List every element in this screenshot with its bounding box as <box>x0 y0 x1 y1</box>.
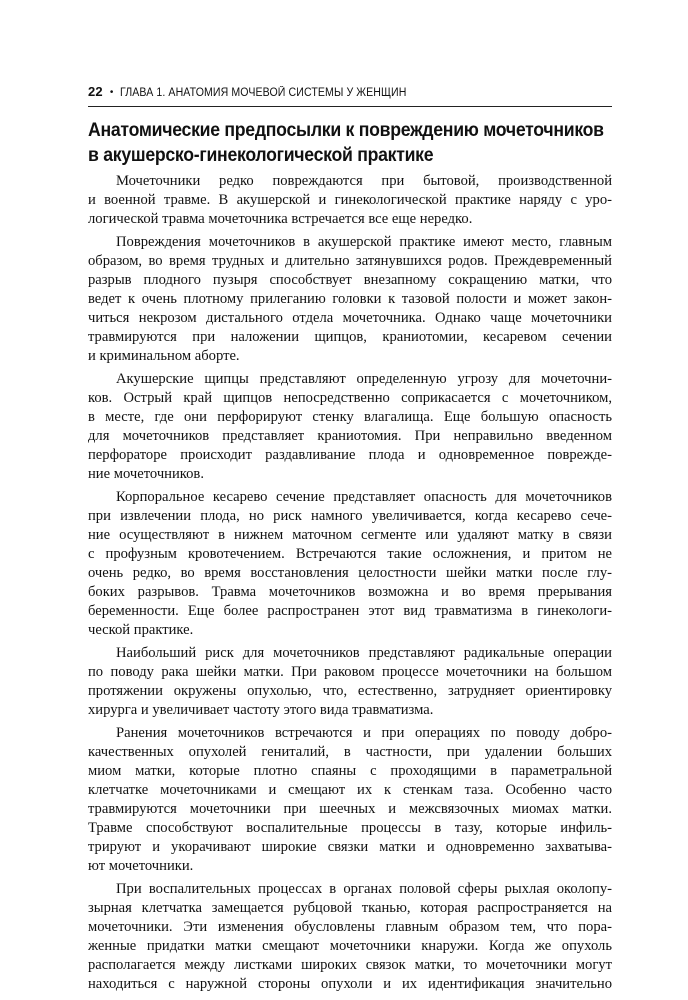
section-title-line: Анатомические предпосылки к повреждению мочеточников <box>88 120 604 141</box>
text-line: с профузным кровотечением. Встречаются такие осложнения, и притом не <box>88 546 612 562</box>
text-line: При воспалительных процессах в органах половой сферы рыхлая околопу- <box>116 881 612 898</box>
text-line: ков. Острый край щипцов непосредственно соприкасается с мочеточником, <box>88 390 612 407</box>
text-line: хирурга и увеличивает частоту этого вида травматизма. <box>88 701 434 718</box>
body-text <box>88 172 612 998</box>
text-line: Корпоральное кесарево сечение представляет опасность для мочеточников <box>116 489 612 506</box>
text-line: миом матки, которые плотно спаяны с проходящими в параметральной <box>88 763 612 780</box>
text-line: Повреждения мочеточников в акушерской практике имеют место, главным <box>116 234 612 251</box>
text-line: клетчатке мочеточниками и смещают их к стенкам таза. Особенно часто <box>88 782 612 799</box>
text-line: очень редко, во время восстановления целостности шейки матки после глу- <box>88 564 612 581</box>
paragraph <box>88 172 612 229</box>
text-line: находиться с наружной стороны опухоли и их идентификация значительно <box>88 975 612 992</box>
paragraph <box>88 233 612 365</box>
text-line: Наибольший риск для мочеточников представляют радикальные операции <box>116 645 612 662</box>
text-line: и военной травме. В акушерской и гинекологической практике наряду с уро- <box>88 191 612 208</box>
paragraph <box>88 880 612 993</box>
text-line: ние мочеточников. <box>88 465 204 482</box>
text-line: ние осуществляют в нижнем маточном сегменте или удаляют матку в связи <box>88 527 612 544</box>
section-title <box>88 118 612 168</box>
text-line: качественных опухолей гениталий, в частности, при удалении больших <box>88 744 612 761</box>
text-line: травмируются мочеточники при шеечных и межсвязочных миомах матки. <box>88 800 612 817</box>
text-line: и криминальном аборте. <box>88 347 240 364</box>
text-line: читься некрозом дистального отдела мочеточника. Однако чаще мочеточники <box>88 309 612 326</box>
chapter-title: ГЛАВА 1. АНАТОМИЯ МОЧЕВОЙ СИСТЕМЫ У ЖЕНЩИН <box>120 87 407 99</box>
text-line: беременности. Еще более распространен этот вид травматизма в гинекологи- <box>88 602 612 619</box>
paragraph <box>88 724 612 875</box>
text-line: протяжении окружены опухолью, что, естественно, затрудняет ориентировку <box>88 682 612 699</box>
paragraph <box>88 370 612 483</box>
text-line: травмируются при наложении щипцов, краниотомии, кесаревом сечении <box>88 328 612 345</box>
text-line: Акушерские щипцы представляют определенную угрозу для мочеточни- <box>116 371 612 388</box>
paragraph <box>88 488 612 639</box>
text-line: при извлечении плода, но риск намного увеличивается, когда кесарево сече- <box>88 508 612 525</box>
text-line: ведет к очень плотному прилеганию головки к тазовой полости и может закон- <box>88 291 612 308</box>
text-line: Мочеточники редко повреждаются при бытовой, производственной <box>116 173 612 189</box>
text-line: трируют и укорачивают широкие связки матки и одновременно захватыва- <box>88 838 612 855</box>
text-line: логической травма мочеточника встречается все еще нередко. <box>88 210 473 227</box>
page-number: 22 <box>88 84 103 99</box>
text-line: Травме способствуют воспалительные процессы в тазу, которые инфиль- <box>88 819 612 836</box>
text-line: располагается между листками широких связок матки, то мочеточники могут <box>88 956 612 973</box>
text-line: по поводу рака шейки матки. При раковом процессе мочеточники на большом <box>88 664 612 681</box>
text-line: разрыв плодного пузыря способствует внезапному сокращению матки, что <box>88 272 612 289</box>
text-line: зырная клетчатка замещается рубцовой тканью, которая распространяется на <box>88 900 612 917</box>
section-title-line: в акушерско-гинекологической практике <box>88 145 434 166</box>
text-line: ют мочеточники. <box>88 857 194 874</box>
text-line: мочеточники. Эти изменения обусловлены главным образом тем, что пора- <box>88 919 612 935</box>
running-head <box>88 84 612 107</box>
text-line: образом, во время трудных и длительно затянувшихся родов. Преждевременный <box>88 253 612 270</box>
text-line: в месте, где они перфорируют стенку влагалища. Еще большую опасность <box>88 409 612 426</box>
text-line: перфораторе происходит раздавливание плода и одновременное поврежде- <box>88 446 612 463</box>
paragraph <box>88 644 612 720</box>
text-line: боких разрывов. Травма мочеточников возможна и во время прерывания <box>88 583 612 600</box>
text-line: Ранения мочеточников встречаются и при операциях по поводу добро- <box>116 725 612 742</box>
text-line: ческой практике. <box>88 621 194 638</box>
text-line: для мочеточников представляет краниотомия. При неправильно введенном <box>88 427 612 444</box>
bullet-separator: • <box>109 87 114 98</box>
text-line: женные придатки матки смещают мочеточники кнаружи. Когда же опухоль <box>88 937 612 954</box>
